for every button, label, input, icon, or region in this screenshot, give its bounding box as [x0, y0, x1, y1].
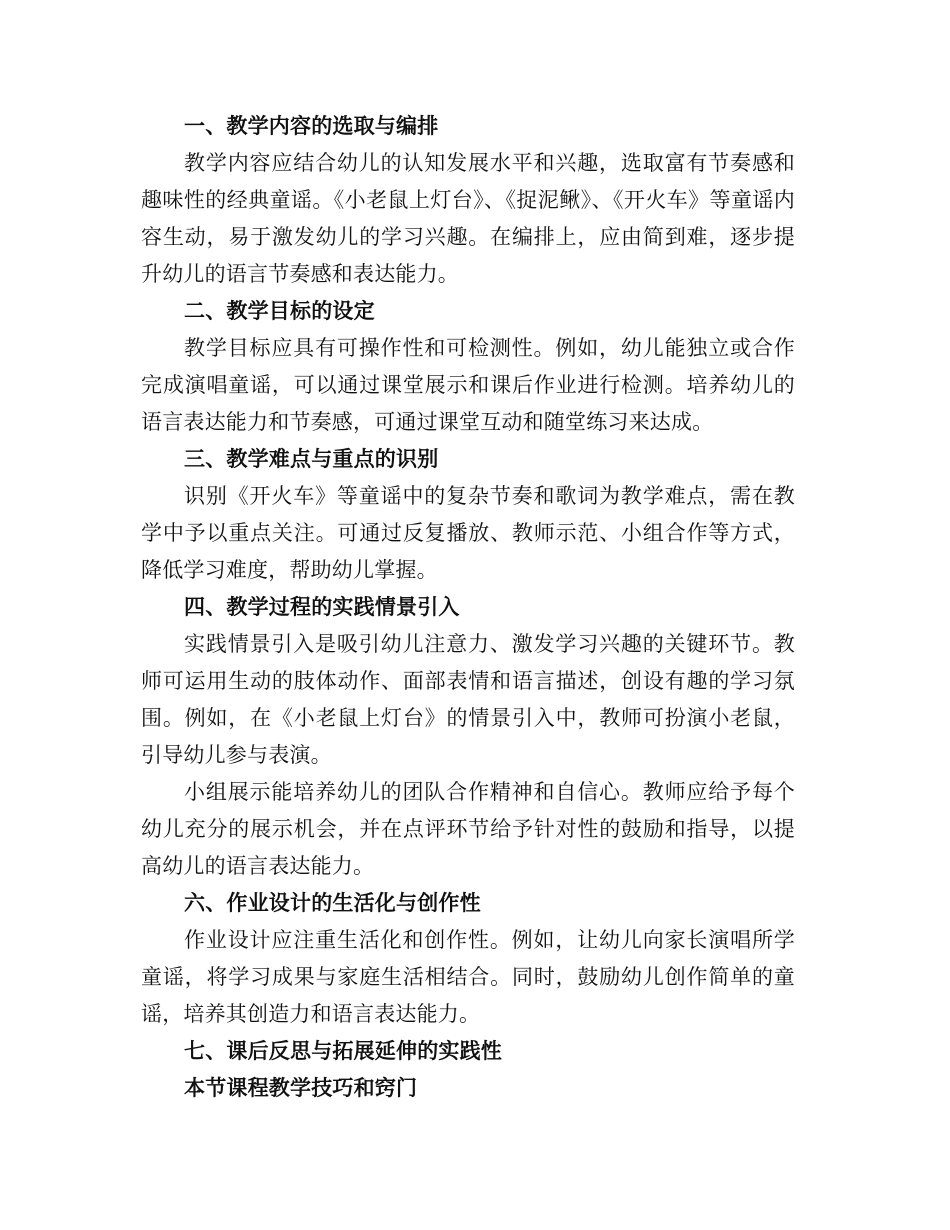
section-2-heading: 二、教学目标的设定: [184, 299, 375, 323]
section-1-heading: 一、教学内容的选取与编排: [184, 114, 439, 138]
section-2-paragraph-1: 教学目标应具有可操作性和可检测性。例如，幼儿能独立或合作完成演唱童谣，可以通过课堂展示和课后作业进行检测。培养幼儿的语言表达能力和节奏感，可通过课堂互动和随堂练习来达成。: [141, 336, 795, 434]
section-3-paragraph-1: 识别《开火车》等童谣中的复杂节奏和歌词为教学难点，需在教学中予以重点关注。可通过反复播放、教师示范、小组合作等方式，降低学习难度，帮助幼儿掌握。: [141, 484, 795, 582]
section-7-heading: 七、课后反思与拓展延伸的实践性: [184, 1039, 502, 1063]
section-4-paragraph-2: 小组展示能培养幼儿的团队合作精神和自信心。教师应给予每个幼儿充分的展示机会，并在点评环节给予针对性的鼓励和指导，以提高幼儿的语言表达能力。: [141, 780, 795, 878]
document-body: [141, 108, 795, 1107]
section-6-paragraph-1: 作业设计应注重生活化和创作性。例如，让幼儿向家长演唱所学童谣，将学习成果与家庭生活相结合。同时，鼓励幼儿创作简单的童谣，培养其创造力和语言表达能力。: [141, 928, 795, 1026]
section-4-heading: 四、教学过程的实践情景引入: [184, 595, 460, 619]
section-4-paragraph-1: 实践情景引入是吸引幼儿注意力、激发学习兴趣的关键环节。教师可运用生动的肢体动作、面部表情和语言描述，创设有趣的学习氛围。例如，在《小老鼠上灯台》的情景引入中，教师可扮演小老鼠，引导幼儿参与表演。: [141, 632, 795, 767]
section-1-paragraph-1: 教学内容应结合幼儿的认知发展水平和兴趣，选取富有节奏感和趣味性的经典童谣。《小老鼠上灯台》、《捉泥鳅》、《开火车》等童谣内容生动，易于激发幼儿的学习兴趣。在编排上，应由简到难，逐步提升幼儿的语言节奏感和表达能力。: [141, 151, 795, 286]
teaching-tips-heading: 本节课程教学技巧和窍门: [184, 1076, 418, 1100]
section-6-heading: 六、作业设计的生活化与创作性: [184, 891, 481, 915]
section-3-heading: 三、教学难点与重点的识别: [184, 447, 439, 471]
